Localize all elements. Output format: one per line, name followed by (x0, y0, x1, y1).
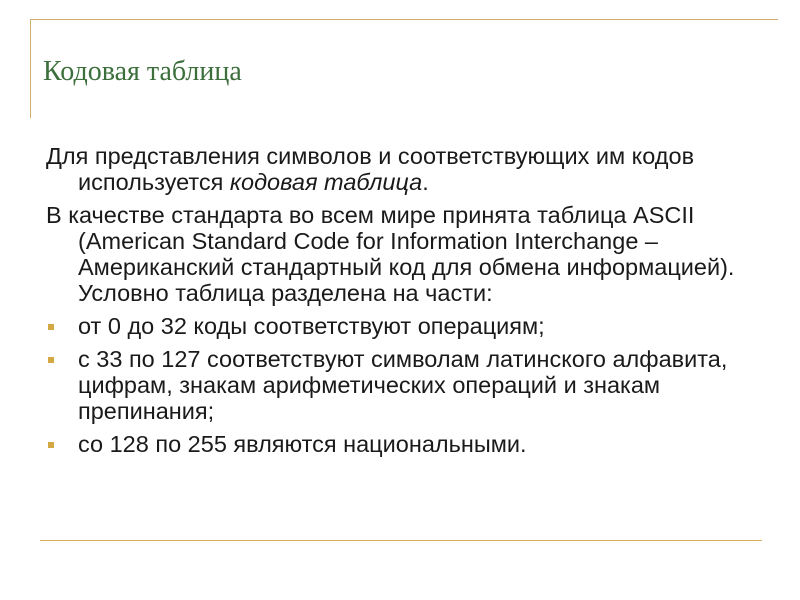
paragraph-text: Для представления символов и соответствующих им кодов используется (46, 143, 695, 195)
paragraph-text-end: . (422, 169, 429, 195)
square-bullet-icon (48, 442, 54, 448)
bottom-divider-line (40, 540, 762, 541)
square-bullet-icon (48, 324, 54, 330)
bullet-text: со 128 по 255 являются национальными. (78, 431, 527, 457)
slide-body (46, 143, 756, 464)
square-bullet-icon (48, 357, 54, 363)
bullet-item (46, 346, 756, 424)
slide-title: Кодовая таблица (43, 56, 242, 87)
frame-left-line (30, 19, 31, 118)
bullet-text: с 33 по 127 соответствуют символам латинского алфавита, цифрам, знакам арифметических операций и знакам препинания; (78, 346, 728, 424)
bullet-item (46, 431, 756, 457)
bullet-text: от 0 до 32 коды соответствуют операциям; (78, 313, 545, 339)
paragraph-ascii: В качестве стандарта во всем мире принята таблица ASCII (American Standard Code for Information Interchange – Американский стандартный код для обмена информацией). Условно таблица разделена на части: (46, 202, 735, 306)
bullet-item (46, 313, 756, 339)
paragraph-code-table (46, 143, 756, 195)
paragraph-emphasis: кодовая таблица (229, 169, 423, 195)
frame-top-line (30, 19, 778, 20)
